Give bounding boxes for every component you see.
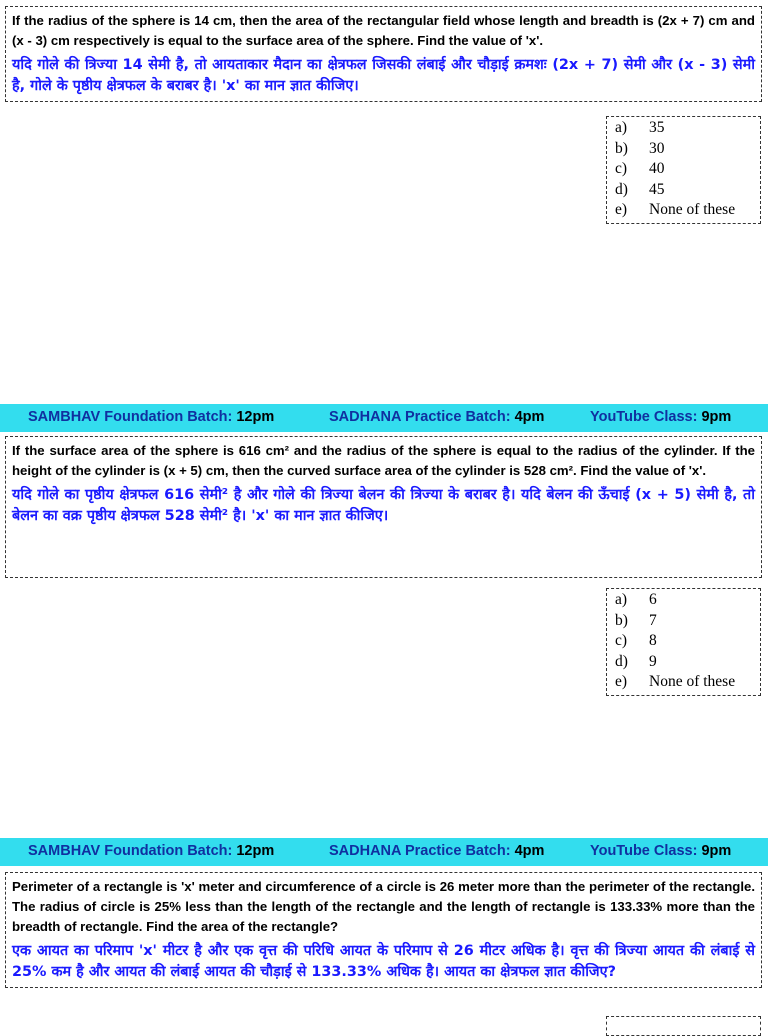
batch-banner [0,838,768,866]
foundation-batch: SAMBHAV Foundation Batch: 12pm [28,843,275,859]
question-1-hindi: यदि गोले की त्रिज्या 14 सेमी है, तो आयताकार मैदान का क्षेत्रफल जिसकी लंबाई और चौड़ाई क्रमशः (2x + 7) सेमी और (x - 3) सेमी है, गोले के पृष्ठीय क्षेत्रफल के बराबर है। 'x' का मान ज्ञात कीजिए। [12,57,755,94]
youtube-class: YouTube Class: 9pm [590,409,732,425]
question-1-box [5,6,762,102]
question-1-english: If the radius of the sphere is 14 cm, then the area of the rectangular field whose length and breadth is (2x + 7) cm and (x - 3) cm respectively is equal to the surface area of the sphere. Find the value of 'x'. [12,13,755,48]
option-a[interactable]: a) 35 [615,119,665,136]
option-b[interactable]: b) 30 [615,139,665,157]
question-3-hindi: एक आयत का परिमाप 'x' मीटर है और एक वृत्त की परिधि आयत के परिमाप से 26 मीटर अधिक है। वृत्त की त्रिज्या आयत की लंबाई से 25% कम है और आयत की लंबाई आयत की चौड़ाई से 133.33% अधिक है। आयत का क्षेत्रफल ज्ञात कीजिए? [12,943,755,980]
option-d[interactable]: d) 45 [615,180,665,198]
question-2-hindi: यदि गोले का पृष्ठीय क्षेत्रफल 616 सेमी² है और गोले की त्रिज्या बेलन की त्रिज्या के बराबर है। यदि बेलन की ऊँचाई (x + 5) सेमी है, तो बेलन का वक्र पृष्ठीय क्षेत्रफल 528 सेमी² है। 'x' का मान ज्ञात कीजिए। [12,487,755,524]
option-a[interactable]: a) 6 [615,591,657,608]
youtube-class: YouTube Class: 9pm [590,843,732,859]
batch-banner [0,404,768,432]
option-c[interactable]: c) 40 [615,160,665,177]
foundation-batch: SAMBHAV Foundation Batch: 12pm [28,409,275,425]
question-3-box [5,872,762,988]
option-b[interactable]: b) 7 [615,611,657,629]
option-c[interactable]: c) 8 [615,632,657,649]
question-2-box [5,436,762,578]
question-2-english: If the surface area of the sphere is 616 cm² and the radius of the sphere is equal to the radius of the cylinder. If the height of the cylinder is (x + 5) cm, then the curved surface area of the cylinder is 528 cm². Find the value of 'x'. [12,443,755,478]
practice-batch: SADHANA Practice Batch: 4pm [329,409,545,425]
question-2-options [606,588,761,696]
question-3-english: Perimeter of a rectangle is 'x' meter and circumference of a circle is 26 meter more than the perimeter of the rectangle. The radius of circle is 25% less than the length of the rectangle and the length of rectangle is 133.33% more than the breadth of rectangle. Find the area of the rectangle? [12,879,755,934]
question-1-options [606,116,761,224]
practice-batch: SADHANA Practice Batch: 4pm [329,843,545,859]
option-e[interactable]: e) None of these [615,201,736,218]
question-3-options [606,1016,761,1036]
option-d[interactable]: d) 9 [615,652,657,670]
option-e[interactable]: e) None of these [615,673,736,690]
